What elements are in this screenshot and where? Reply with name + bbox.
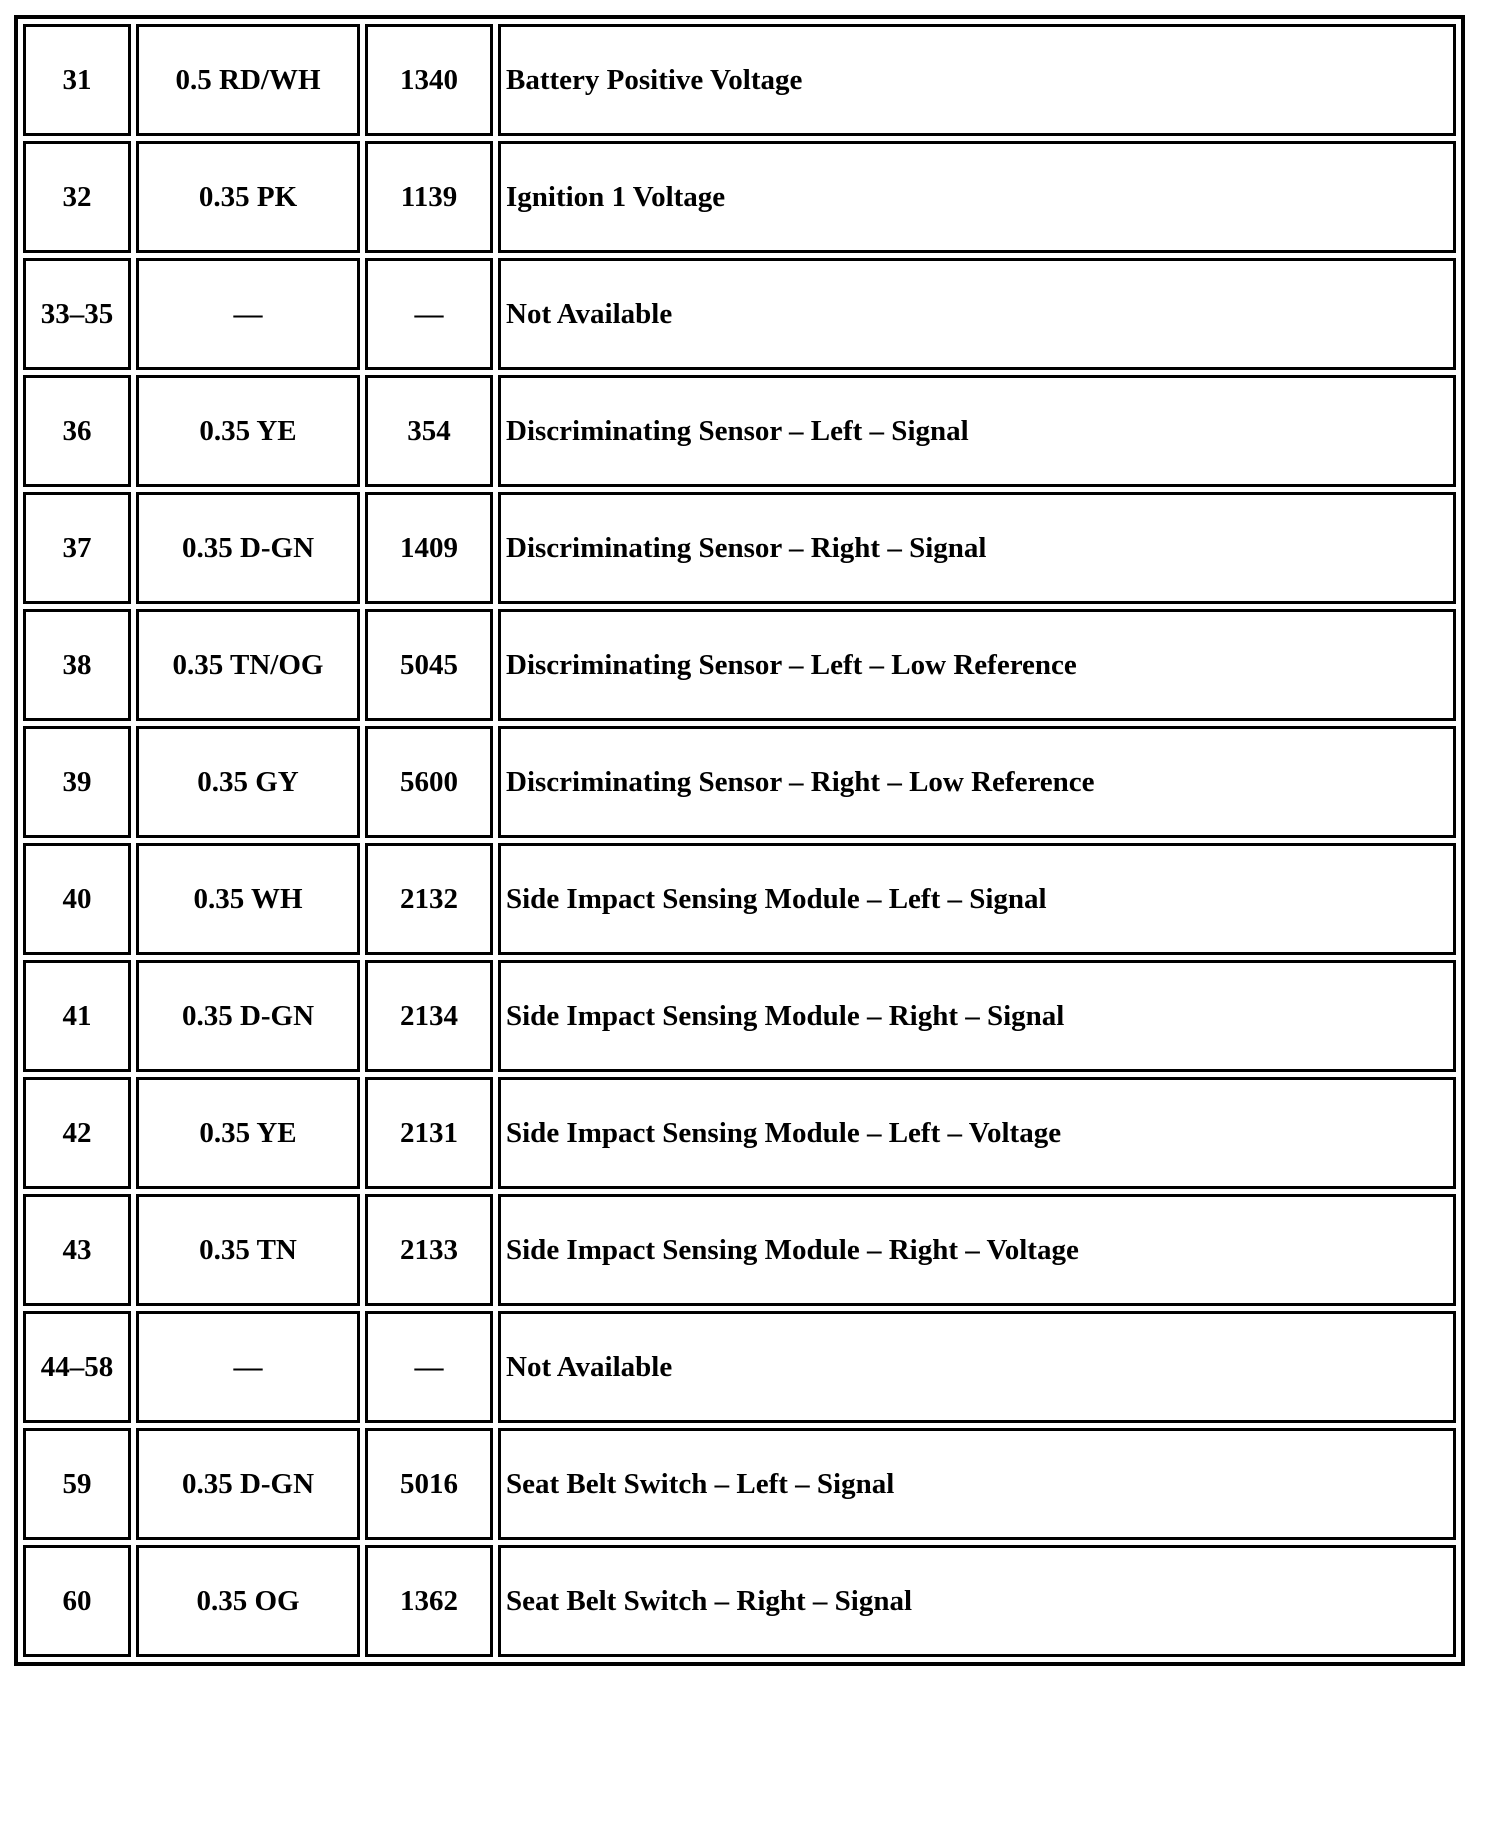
wire-color-cell: — — [136, 1311, 360, 1423]
pin-number-cell: 41 — [23, 960, 131, 1072]
table-row — [23, 258, 1456, 370]
wire-color-cell: 0.5 RD/WH — [136, 24, 360, 136]
wire-color-cell: 0.35 OG — [136, 1545, 360, 1657]
circuit-number-cell: 5600 — [365, 726, 493, 838]
pin-number-cell: 60 — [23, 1545, 131, 1657]
wire-color-cell: 0.35 YE — [136, 1077, 360, 1189]
circuit-number-cell: 1139 — [365, 141, 493, 253]
circuit-number-cell: 5045 — [365, 609, 493, 721]
circuit-number-cell: 1340 — [365, 24, 493, 136]
wire-color-cell: 0.35 D-GN — [136, 960, 360, 1072]
pin-number-cell: 43 — [23, 1194, 131, 1306]
table-row — [23, 375, 1456, 487]
function-cell: Side Impact Sensing Module – Left – Signal — [498, 843, 1456, 955]
pin-number-cell: 42 — [23, 1077, 131, 1189]
wire-color-cell: 0.35 TN/OG — [136, 609, 360, 721]
function-cell: Discriminating Sensor – Left – Signal — [498, 375, 1456, 487]
circuit-number-cell: 5016 — [365, 1428, 493, 1540]
wire-color-cell: 0.35 D-GN — [136, 492, 360, 604]
circuit-number-cell: 1362 — [365, 1545, 493, 1657]
circuit-number-cell: 2133 — [365, 1194, 493, 1306]
function-cell: Seat Belt Switch – Right – Signal — [498, 1545, 1456, 1657]
circuit-number-cell: 1409 — [365, 492, 493, 604]
circuit-number-cell: — — [365, 1311, 493, 1423]
table-row — [23, 1311, 1456, 1423]
table-row — [23, 24, 1456, 136]
function-cell: Discriminating Sensor – Right – Signal — [498, 492, 1456, 604]
circuit-number-cell: 354 — [365, 375, 493, 487]
table-row — [23, 492, 1456, 604]
pin-number-cell: 37 — [23, 492, 131, 604]
table-row — [23, 960, 1456, 1072]
connector-pinout-table-container — [14, 15, 1465, 1666]
table-row — [23, 1545, 1456, 1657]
wire-color-cell: 0.35 PK — [136, 141, 360, 253]
function-cell: Discriminating Sensor – Right – Low Reference — [498, 726, 1456, 838]
wire-color-cell: 0.35 WH — [136, 843, 360, 955]
function-cell: Seat Belt Switch – Left – Signal — [498, 1428, 1456, 1540]
function-cell: Discriminating Sensor – Left – Low Reference — [498, 609, 1456, 721]
wire-color-cell: 0.35 TN — [136, 1194, 360, 1306]
wire-color-cell: 0.35 GY — [136, 726, 360, 838]
pin-number-cell: 33–35 — [23, 258, 131, 370]
circuit-number-cell: — — [365, 258, 493, 370]
circuit-number-cell: 2134 — [365, 960, 493, 1072]
table-row — [23, 1077, 1456, 1189]
function-cell: Side Impact Sensing Module – Right – Voltage — [498, 1194, 1456, 1306]
pin-number-cell: 31 — [23, 24, 131, 136]
function-cell: Not Available — [498, 1311, 1456, 1423]
function-cell: Not Available — [498, 258, 1456, 370]
pin-number-cell: 32 — [23, 141, 131, 253]
circuit-number-cell: 2131 — [365, 1077, 493, 1189]
table-row — [23, 726, 1456, 838]
circuit-number-cell: 2132 — [365, 843, 493, 955]
pin-number-cell: 40 — [23, 843, 131, 955]
pin-number-cell: 39 — [23, 726, 131, 838]
pin-number-cell: 36 — [23, 375, 131, 487]
wire-color-cell: 0.35 YE — [136, 375, 360, 487]
pin-number-cell: 44–58 — [23, 1311, 131, 1423]
function-cell: Battery Positive Voltage — [498, 24, 1456, 136]
function-cell: Side Impact Sensing Module – Right – Signal — [498, 960, 1456, 1072]
table-row — [23, 1194, 1456, 1306]
table-row — [23, 1428, 1456, 1540]
pin-number-cell: 59 — [23, 1428, 131, 1540]
pin-number-cell: 38 — [23, 609, 131, 721]
table-body — [23, 24, 1456, 1657]
wire-color-cell: 0.35 D-GN — [136, 1428, 360, 1540]
function-cell: Side Impact Sensing Module – Left – Voltage — [498, 1077, 1456, 1189]
table-row — [23, 843, 1456, 955]
table-row — [23, 609, 1456, 721]
wire-color-cell: — — [136, 258, 360, 370]
connector-pinout-table — [14, 15, 1465, 1666]
function-cell: Ignition 1 Voltage — [498, 141, 1456, 253]
table-row — [23, 141, 1456, 253]
